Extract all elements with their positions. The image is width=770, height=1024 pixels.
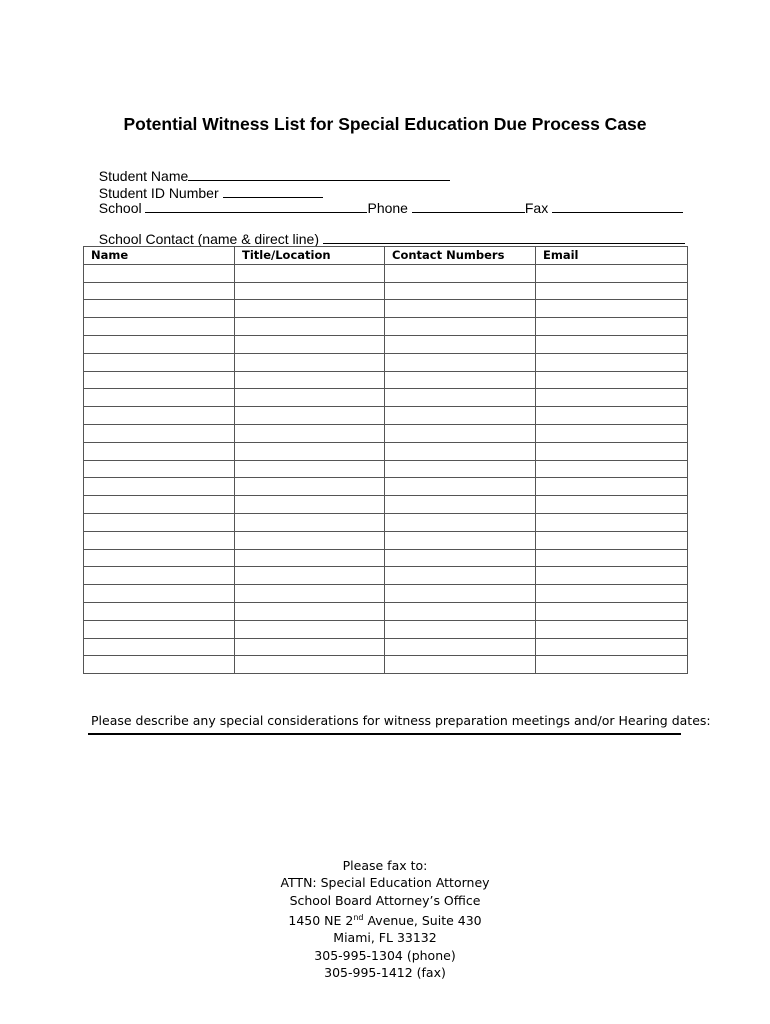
table-row (84, 371, 688, 389)
cell-contact-numbers[interactable] (385, 424, 536, 442)
cell-name[interactable] (84, 513, 235, 531)
cell-contact-numbers[interactable] (385, 282, 536, 300)
cell-title-location[interactable] (235, 638, 385, 656)
phone-label: Phone (367, 200, 408, 216)
cell-email[interactable] (536, 549, 688, 567)
cell-title-location[interactable] (235, 549, 385, 567)
cell-contact-numbers[interactable] (385, 638, 536, 656)
cell-title-location[interactable] (235, 371, 385, 389)
cell-name[interactable] (84, 264, 235, 282)
cell-title-location[interactable] (235, 389, 385, 407)
address-line: 305-995-1412 (fax) (324, 964, 446, 980)
phone-field[interactable] (412, 199, 525, 213)
cell-email[interactable] (536, 424, 688, 442)
table-row (84, 513, 688, 531)
address-ordinal-suffix: nd (353, 912, 364, 922)
cell-title-location[interactable] (235, 264, 385, 282)
cell-title-location[interactable] (235, 300, 385, 318)
cell-email[interactable] (536, 567, 688, 585)
table-row (84, 496, 688, 514)
cell-contact-numbers[interactable] (385, 389, 536, 407)
cell-name[interactable] (84, 460, 235, 478)
cell-email[interactable] (536, 460, 688, 478)
cell-title-location[interactable] (235, 496, 385, 514)
cell-contact-numbers[interactable] (385, 656, 536, 674)
cell-name[interactable] (84, 300, 235, 318)
cell-title-location[interactable] (235, 620, 385, 638)
cell-email[interactable] (536, 656, 688, 674)
column-header-email: Email (536, 247, 688, 265)
cell-contact-numbers[interactable] (385, 264, 536, 282)
cell-name[interactable] (84, 478, 235, 496)
table-row (84, 585, 688, 603)
table-row (84, 300, 688, 318)
cell-email[interactable] (536, 264, 688, 282)
cell-name[interactable] (84, 371, 235, 389)
cell-email[interactable] (536, 478, 688, 496)
table-row (84, 602, 688, 620)
cell-email[interactable] (536, 407, 688, 425)
cell-name[interactable] (84, 318, 235, 336)
cell-name[interactable] (84, 353, 235, 371)
school-contact-field[interactable] (323, 230, 685, 244)
cell-name[interactable] (84, 407, 235, 425)
witness-table (83, 246, 688, 674)
school-field[interactable] (145, 199, 367, 213)
form-title: Potential Witness List for Special Education Due Process Case (123, 114, 647, 134)
cell-email[interactable] (536, 318, 688, 336)
table-row (84, 264, 688, 282)
cell-contact-numbers[interactable] (385, 300, 536, 318)
student-id-label: Student ID Number (98, 185, 219, 201)
table-row (84, 442, 688, 460)
cell-email[interactable] (536, 335, 688, 353)
considerations-answer-line[interactable] (88, 733, 681, 735)
cell-name[interactable] (84, 585, 235, 603)
cell-name[interactable] (84, 424, 235, 442)
address-line: School Board Attorney’s Office (289, 892, 481, 908)
cell-title-location[interactable] (235, 531, 385, 549)
cell-name[interactable] (84, 567, 235, 585)
cell-contact-numbers[interactable] (385, 460, 536, 478)
table-row (84, 318, 688, 336)
student-name-field[interactable] (188, 167, 450, 181)
table-row (84, 282, 688, 300)
table-row (84, 638, 688, 656)
cell-name[interactable] (84, 282, 235, 300)
cell-email[interactable] (536, 638, 688, 656)
cell-name[interactable] (84, 602, 235, 620)
cell-name[interactable] (84, 620, 235, 638)
table-row (84, 389, 688, 407)
address-line: Miami, FL 33132 (333, 930, 437, 946)
column-header-title-location: Title/Location (235, 247, 385, 265)
cell-email[interactable] (536, 620, 688, 638)
school-label: School (98, 200, 142, 216)
cell-name[interactable] (84, 656, 235, 674)
table-row (84, 567, 688, 585)
table-row (84, 353, 688, 371)
table-row (84, 620, 688, 638)
address-line: Please fax to: (342, 858, 428, 873)
cell-title-location[interactable] (235, 442, 385, 460)
column-header-contact-numbers: Contact Numbers (385, 247, 536, 265)
school-contact-label: School Contact (name & direct line) (98, 231, 319, 247)
cell-title-location[interactable] (235, 513, 385, 531)
witness-table-body (84, 264, 688, 673)
address-line: ATTN: Special Education Attorney (280, 875, 490, 891)
cell-title-location[interactable] (235, 585, 385, 603)
cell-email[interactable] (536, 442, 688, 460)
school-info-line (91, 183, 683, 216)
cell-email[interactable] (536, 602, 688, 620)
cell-title-location[interactable] (235, 460, 385, 478)
cell-email[interactable] (536, 496, 688, 514)
cell-contact-numbers[interactable] (385, 335, 536, 353)
address-street-rest: Avenue, Suite 430 (363, 913, 482, 929)
table-row (84, 424, 688, 442)
cell-contact-numbers[interactable] (385, 549, 536, 567)
table-row (84, 656, 688, 674)
cell-name[interactable] (84, 549, 235, 567)
cell-title-location[interactable] (235, 424, 385, 442)
school-contact-line (91, 214, 685, 247)
cell-name[interactable] (84, 496, 235, 514)
cell-email[interactable] (536, 353, 688, 371)
cell-email[interactable] (536, 371, 688, 389)
fax-label: Fax (524, 200, 549, 216)
cell-contact-numbers[interactable] (385, 531, 536, 549)
cell-title-location[interactable] (235, 656, 385, 674)
cell-title-location[interactable] (235, 318, 385, 336)
table-row (84, 335, 688, 353)
table-row (84, 531, 688, 549)
cell-title-location[interactable] (235, 407, 385, 425)
address-line: 305-995-1304 (phone) (314, 947, 456, 963)
cell-contact-numbers[interactable] (385, 585, 536, 603)
considerations-label: Please describe any special considerations for witness preparation meetings and/or Hearing dates: (91, 713, 711, 728)
cell-contact-numbers[interactable] (385, 620, 536, 638)
cell-name[interactable] (84, 335, 235, 353)
cell-email[interactable] (536, 389, 688, 407)
cell-title-location[interactable] (235, 567, 385, 585)
cell-email[interactable] (536, 513, 688, 531)
cell-contact-numbers[interactable] (385, 478, 536, 496)
cell-contact-numbers[interactable] (385, 496, 536, 514)
cell-contact-numbers[interactable] (385, 513, 536, 531)
cell-contact-numbers[interactable] (385, 602, 536, 620)
fax-address-block (0, 857, 770, 981)
student-name-label: Student Name (98, 168, 189, 184)
cell-email[interactable] (536, 531, 688, 549)
table-row (84, 460, 688, 478)
cell-contact-numbers[interactable] (385, 371, 536, 389)
cell-contact-numbers[interactable] (385, 567, 536, 585)
cell-title-location[interactable] (235, 602, 385, 620)
cell-name[interactable] (84, 531, 235, 549)
fax-field[interactable] (552, 199, 683, 213)
cell-name[interactable] (84, 389, 235, 407)
table-row (84, 478, 688, 496)
table-row (84, 407, 688, 425)
cell-title-location[interactable] (235, 335, 385, 353)
cell-contact-numbers[interactable] (385, 407, 536, 425)
cell-name[interactable] (84, 442, 235, 460)
cell-email[interactable] (536, 300, 688, 318)
cell-contact-numbers[interactable] (385, 442, 536, 460)
cell-title-location[interactable] (235, 282, 385, 300)
cell-email[interactable] (536, 282, 688, 300)
cell-title-location[interactable] (235, 478, 385, 496)
cell-contact-numbers[interactable] (385, 318, 536, 336)
address-street-number: 1450 NE 2 (288, 913, 354, 929)
address-line (0, 909, 770, 929)
table-header-row (84, 247, 688, 265)
cell-title-location[interactable] (235, 353, 385, 371)
column-header-name: Name (84, 247, 235, 265)
table-row (84, 549, 688, 567)
cell-email[interactable] (536, 585, 688, 603)
cell-name[interactable] (84, 638, 235, 656)
cell-contact-numbers[interactable] (385, 353, 536, 371)
